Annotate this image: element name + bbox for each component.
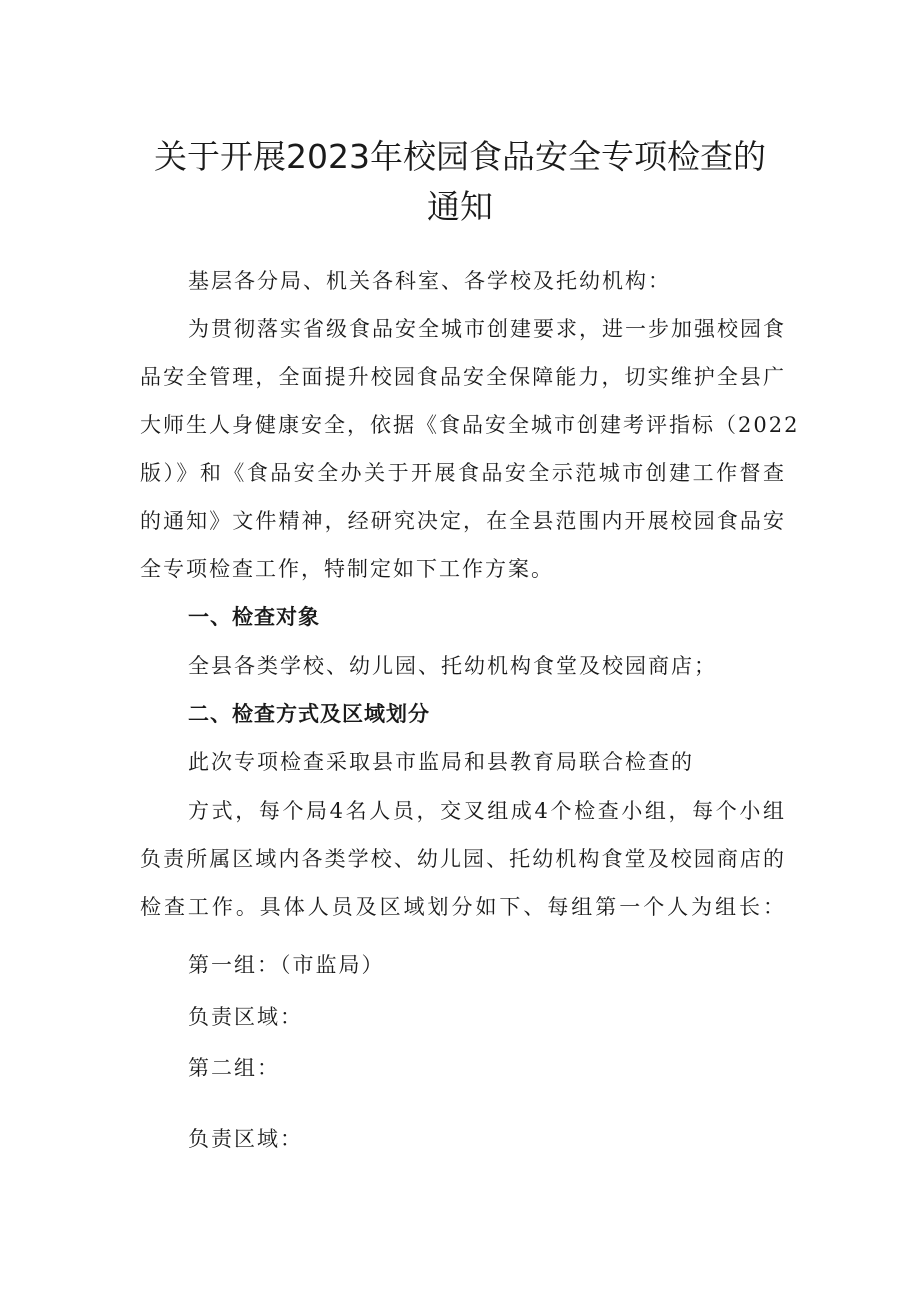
paragraph-1-line: 大师生人身健康安全，依据《食品安全城市创建考评指标（2022 <box>140 413 800 437</box>
section-heading-1: 一、检查对象 <box>188 605 320 629</box>
group-2-label: 第二组： <box>188 1056 280 1080</box>
group-2-area: 负责区域： <box>188 1127 303 1151</box>
document-title-line-2: 通知 <box>427 187 493 226</box>
group-1-area: 负责区域： <box>188 1005 303 1029</box>
section-heading-2: 二、检查方式及区域划分 <box>188 702 430 726</box>
paragraph-3-line: 检查工作。具体人员及区域划分如下、每组第一个人为组长： <box>140 895 786 919</box>
paragraph-1-line: 品安全管理，全面提升校园食品安全保障能力，切实维护全县广 <box>140 365 786 389</box>
document-title-line-1: 关于开展2023年校园食品安全专项检查的 <box>154 137 766 176</box>
section-1-text: 全县各类学校、幼儿园、托幼机构食堂及校园商店； <box>188 654 717 678</box>
group-1-label: 第一组：（市监局） <box>188 953 385 977</box>
paragraph-1-line: 全专项检查工作，特制定如下工作方案。 <box>140 557 554 581</box>
salutation: 基层各分局、机关各科室、各学校及托幼机构： <box>188 269 671 293</box>
paragraph-1-line: 的通知》文件精神，经研究决定，在全县范围内开展校园食品安 <box>140 509 786 533</box>
paragraph-3-line: 负责所属区域内各类学校、幼儿园、托幼机构食堂及校园商店的 <box>140 847 786 871</box>
paragraph-1-line: 版）》和《食品安全办关于开展食品安全示范城市创建工作督查 <box>140 461 786 485</box>
paragraph-3-line: 方式，每个局4名人员，交叉组成4个检查小组，每个小组 <box>188 799 786 823</box>
paragraph-2-line: 此次专项检查采取县市监局和县教育局联合检查的 <box>188 750 694 774</box>
paragraph-1-line: 为贯彻落实省级食品安全城市创建要求，进一步加强校园食 <box>188 317 786 341</box>
